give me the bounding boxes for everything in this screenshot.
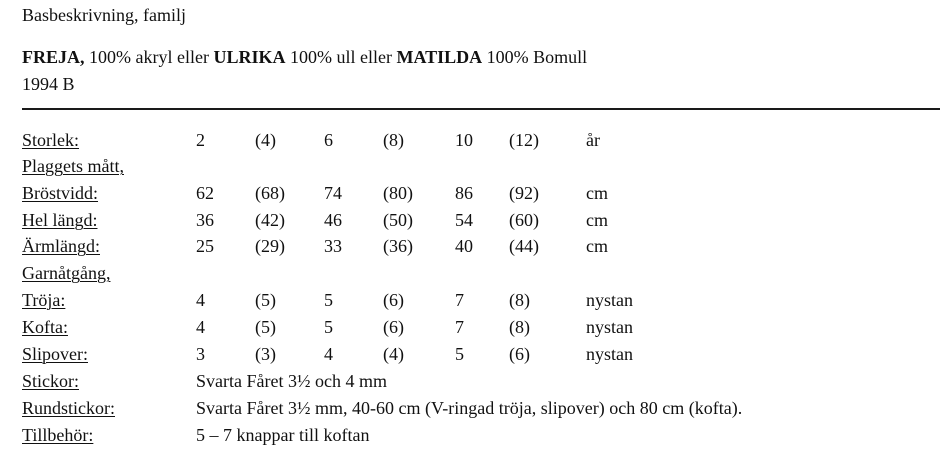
size-unit: år xyxy=(586,130,600,150)
pattern-code: 1994 B xyxy=(22,74,75,94)
length-row xyxy=(0,211,940,235)
measurements-heading-row xyxy=(0,157,940,181)
chest-unit: cm xyxy=(586,183,608,203)
size-value: (8) xyxy=(383,130,404,150)
length-value: (60) xyxy=(509,210,539,230)
sleeve-label: Ärmlängd: xyxy=(22,236,100,256)
yarn-amount-heading: Garnåtgång, xyxy=(22,263,111,283)
circular-needles-row xyxy=(0,399,940,423)
chest-value: (68) xyxy=(255,183,285,203)
sleeve-value: (44) xyxy=(509,236,539,256)
size-value: 10 xyxy=(455,130,473,150)
slipover-label: Slipover: xyxy=(22,344,88,364)
cardigan-label: Kofta: xyxy=(22,317,68,337)
sleeve-unit: cm xyxy=(586,236,608,256)
length-label: Hel längd: xyxy=(22,210,98,230)
length-value: (50) xyxy=(383,210,413,230)
yarn-amount-heading-row xyxy=(0,264,940,288)
sleeve-row xyxy=(0,237,940,261)
sweater-value: (6) xyxy=(383,290,404,310)
cardigan-row xyxy=(0,318,940,342)
cardigan-value: (6) xyxy=(383,317,404,337)
sweater-unit: nystan xyxy=(586,290,633,310)
yarn-desc-freja: 100% akryl eller xyxy=(84,47,214,67)
yarn-line xyxy=(22,48,587,66)
circular-needles-label: Rundstickor: xyxy=(22,398,115,418)
circular-needles-text: Svarta Fåret 3½ mm, 40-60 cm (V-ringad tröja, slipover) och 80 cm (kofta). xyxy=(196,398,743,418)
cardigan-value: (8) xyxy=(509,317,530,337)
length-value: 46 xyxy=(324,210,342,230)
sizes-row xyxy=(0,131,940,155)
yarn-name-matilda: MATILDA xyxy=(396,47,483,67)
sleeve-value: 33 xyxy=(324,236,342,256)
yarn-name-ulrika: ULRIKA xyxy=(213,47,286,67)
slipover-value: 5 xyxy=(455,344,464,364)
length-value: 54 xyxy=(455,210,473,230)
sleeve-value: 40 xyxy=(455,236,473,256)
slipover-value: 3 xyxy=(196,344,205,364)
cardigan-value: 7 xyxy=(455,317,464,337)
sweater-value: 7 xyxy=(455,290,464,310)
slipover-row xyxy=(0,345,940,369)
sweater-value: (8) xyxy=(509,290,530,310)
cardigan-unit: nystan xyxy=(586,317,633,337)
sleeve-value: (29) xyxy=(255,236,285,256)
measurements-heading: Plaggets mått, xyxy=(22,156,124,176)
accessories-label: Tillbehör: xyxy=(22,425,94,445)
sweater-value: (5) xyxy=(255,290,276,310)
sleeve-value: (36) xyxy=(383,236,413,256)
chest-value: (92) xyxy=(509,183,539,203)
pattern-title: Basbeskrivning, familj xyxy=(22,5,186,25)
cardigan-value: (5) xyxy=(255,317,276,337)
sleeve-value: 25 xyxy=(196,236,214,256)
size-value: (12) xyxy=(509,130,539,150)
cardigan-value: 5 xyxy=(324,317,333,337)
needles-text: Svarta Fåret 3½ och 4 mm xyxy=(196,371,387,391)
yarn-desc-ulrika: 100% ull eller xyxy=(285,47,397,67)
chest-value: 62 xyxy=(196,183,214,203)
needles-row xyxy=(0,372,940,396)
yarn-desc-matilda: 100% Bomull xyxy=(482,47,588,67)
accessories-text: 5 – 7 knappar till koftan xyxy=(196,425,370,445)
size-value: (4) xyxy=(255,130,276,150)
sizes-label: Storlek: xyxy=(22,130,79,150)
sweater-value: 4 xyxy=(196,290,205,310)
sweater-value: 5 xyxy=(324,290,333,310)
yarn-name-freja: FREJA, xyxy=(22,47,85,67)
chest-row xyxy=(0,184,940,208)
chest-label: Bröstvidd: xyxy=(22,183,99,203)
needles-label: Stickor: xyxy=(22,371,79,391)
slipover-value: (4) xyxy=(383,344,404,364)
cardigan-value: 4 xyxy=(196,317,205,337)
accessories-row xyxy=(0,426,940,450)
slipover-value: (3) xyxy=(255,344,276,364)
slipover-unit: nystan xyxy=(586,344,633,364)
chest-value: (80) xyxy=(383,183,413,203)
slipover-value: 4 xyxy=(324,344,333,364)
header-divider xyxy=(22,108,940,110)
length-value: (42) xyxy=(255,210,285,230)
chest-value: 86 xyxy=(455,183,473,203)
chest-value: 74 xyxy=(324,183,342,203)
length-value: 36 xyxy=(196,210,214,230)
slipover-value: (6) xyxy=(509,344,530,364)
size-value: 6 xyxy=(324,130,333,150)
sweater-label: Tröja: xyxy=(22,290,66,310)
size-value: 2 xyxy=(196,130,205,150)
length-unit: cm xyxy=(586,210,608,230)
sweater-row xyxy=(0,291,940,315)
